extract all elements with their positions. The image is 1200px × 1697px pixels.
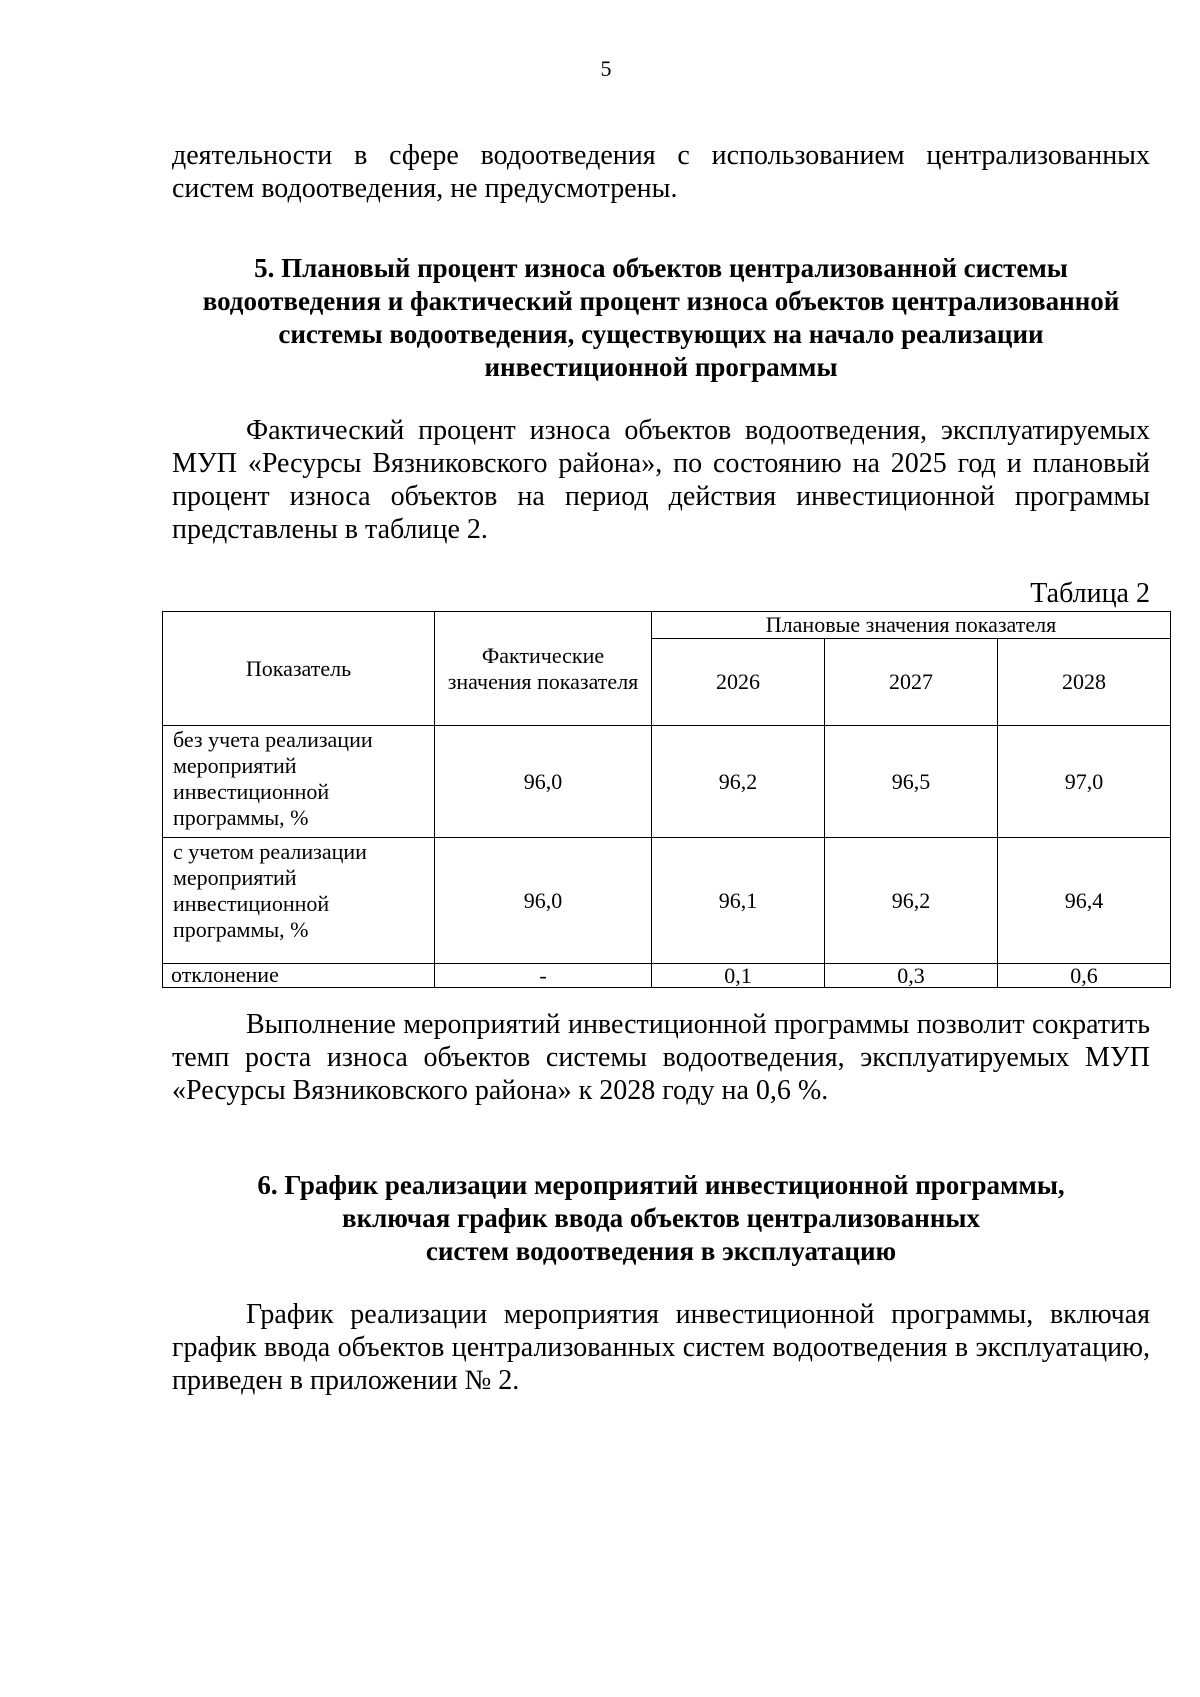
- row-label: отклонение: [163, 964, 435, 988]
- cell-value: 96,2: [825, 838, 998, 964]
- heading-line: 5. Плановый процент износа объектов централизованной системы: [254, 253, 1068, 283]
- row-label: с учетом реализации мероприятий инвестиционной программы, %: [163, 838, 435, 964]
- cell-value: 0,6: [998, 964, 1171, 988]
- cell-value: 0,1: [652, 964, 825, 988]
- header-year: 2026: [652, 639, 825, 726]
- intro-paragraph: деятельности в сфере водоотведения с использованием централизованных систем водоотведения, не предусмотрены.: [172, 140, 1150, 204]
- heading-line: системы водоотведения, существующих на начало реализации: [278, 319, 1044, 349]
- header-planned: Плановые значения показателя: [652, 612, 1171, 639]
- cell-value: 0,3: [825, 964, 998, 988]
- table-caption: Таблица 2: [1030, 578, 1150, 609]
- section-6-paragraph: График реализации мероприятия инвестиционной программы, включая график ввода объектов централизованных систем водоотведения в эксплуатацию, приведен в приложении № 2.: [172, 1299, 1150, 1396]
- cell-value: 96,1: [652, 838, 825, 964]
- heading-line: систем водоотведения в эксплуатацию: [425, 1236, 897, 1266]
- row-label: без учета реализации мероприятий инвестиционной программы, %: [163, 726, 435, 838]
- heading-line: водоотведения и фактический процент износа объектов централизованной: [202, 286, 1120, 316]
- heading-line: инвестиционной программы: [484, 352, 838, 382]
- table-row: [163, 964, 1171, 988]
- page-number: 5: [600, 56, 612, 81]
- cell-actual: 96,0: [435, 726, 652, 838]
- section-5-heading: [172, 252, 1150, 384]
- section-5-paragraph-block: [172, 414, 1150, 546]
- cell-value: 97,0: [998, 726, 1171, 838]
- cell-value: 96,4: [998, 838, 1171, 964]
- heading-line: включая график ввода объектов централизованных: [341, 1203, 981, 1233]
- header-year: 2027: [825, 639, 998, 726]
- section-5-paragraph: Фактический процент износа объектов водоотведения, эксплуатируемых МУП «Ресурсы Вязниковского района», по состоянию на 2025 год и плановый процент износа объектов на период действия инвестиционной программы представлены в таблице 2.: [172, 415, 1150, 545]
- after-table-paragraph-block: [172, 1008, 1150, 1107]
- table-row: [163, 726, 1171, 838]
- cell-actual: -: [435, 964, 652, 988]
- cell-actual: 96,0: [435, 838, 652, 964]
- header-indicator: Показатель: [163, 612, 435, 726]
- after-table-paragraph: Выполнение мероприятий инвестиционной программы позволит сократить темп роста износа объектов системы водоотведения, эксплуатируемых МУП «Ресурсы Вязниковского района» к 2028 году на 0,6 %.: [172, 1009, 1150, 1106]
- section-6-paragraph-block: [172, 1298, 1150, 1397]
- section-6-heading: [172, 1169, 1150, 1268]
- table-row: [163, 838, 1171, 964]
- header-year: 2028: [998, 639, 1171, 726]
- intro-paragraph-block: [172, 139, 1150, 205]
- header-actual: Фактические значения показателя: [435, 612, 652, 726]
- cell-value: 96,5: [825, 726, 998, 838]
- heading-line: 6. График реализации мероприятий инвестиционной программы,: [257, 1170, 1065, 1200]
- wear-percentage-table: [162, 611, 1171, 988]
- cell-value: 96,2: [652, 726, 825, 838]
